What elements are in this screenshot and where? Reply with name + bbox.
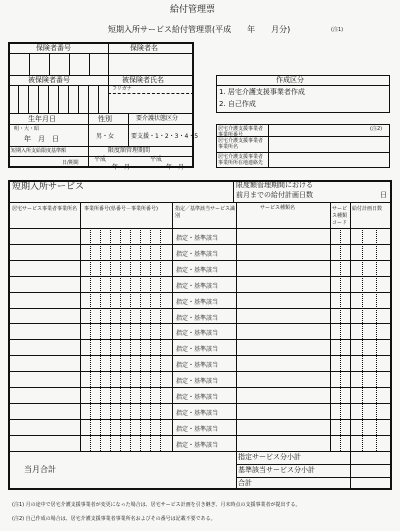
period-to: 年 月 <box>166 164 185 171</box>
row-divider <box>8 419 392 420</box>
office-addr-label: 居宅介護支援事業者事業所所在地連絡先 <box>218 154 264 166</box>
row-divider <box>8 403 392 404</box>
col-plan-days: 給付計画日数 <box>352 206 383 212</box>
care-level-options: 要支援・1・2・3・4・5 <box>131 133 199 140</box>
days-label-2: 前月までの給付計画日数 <box>236 191 313 199</box>
row-kind-label: 指定・基準該当 <box>176 330 219 337</box>
col-service-kind: 指定／基準該当サービス識別 <box>175 206 236 219</box>
row-divider <box>8 244 392 245</box>
service-heading: 短期入所サービス <box>12 182 85 192</box>
period-heisei-to: 平成 <box>150 156 163 163</box>
row-kind-label: 指定・基準該当 <box>176 394 219 401</box>
month-total-label: 当月合計 <box>24 465 56 474</box>
row-divider <box>8 308 392 309</box>
insurer-name-label: 保険者名 <box>130 44 158 52</box>
row-kind-label: 指定・基準該当 <box>176 442 219 449</box>
days-unit: 日 <box>380 191 387 199</box>
row-divider <box>8 292 392 293</box>
row-kind-label: 指定・基準該当 <box>176 346 219 353</box>
row-divider <box>8 371 392 372</box>
row-kind-label: 指定・基準該当 <box>176 426 219 433</box>
row-kind-label: 指定・基準該当 <box>176 299 219 306</box>
creator-opt1: 1. 居宅介護支援事業者作成 <box>219 88 305 96</box>
birth-label: 生年月日 <box>28 115 56 123</box>
row-kind-label: 指定・基準該当 <box>176 410 219 417</box>
row-divider <box>8 339 392 340</box>
care-level-label: 要介護状態区分 <box>136 115 179 122</box>
row-divider <box>8 276 392 277</box>
office-name-label: 居宅介護支援事業者事業所名 <box>218 138 264 150</box>
row-divider <box>8 387 392 388</box>
period-label: 限度額管理期間 <box>108 147 151 154</box>
row-kind-label: 指定・基準該当 <box>176 267 219 274</box>
insured-name-label: 被保険者氏名 <box>122 76 164 84</box>
birth-date: 年 月 日 <box>24 135 59 143</box>
doc-subtitle: 短期入所サービス給付管理票(平成 年 月分) <box>108 25 291 34</box>
creator-opt2: 2. 自己作成 <box>219 100 256 108</box>
col-office-no: 事業所番号(県番号－事業所番号) <box>84 206 158 212</box>
col-service-code: サービス種類コード <box>332 206 348 226</box>
insured-no-label: 被保険者番号 <box>28 76 70 84</box>
note-1: (注1) 月の途中で居宅介護支援事業者が変更になった場合は、居宅サービス計画を引き継ぎ、月末時点の支援事業者が提出する。 <box>12 502 301 508</box>
office-no-label: 居宅介護支援事業者事業所番号 <box>218 126 264 138</box>
total-label: 合計 <box>238 479 252 487</box>
furigana-label: フリガナ <box>112 86 132 92</box>
period-from: 年 月～ <box>112 164 137 171</box>
row-kind-label: 指定・基準該当 <box>176 235 219 242</box>
row-divider <box>8 323 392 324</box>
subtotal-standard: 基準該当サービス分小計 <box>238 466 315 474</box>
limit-unit: 日/期間 <box>62 160 79 166</box>
row-kind-label: 指定・基準該当 <box>176 283 219 290</box>
row-kind-label: 指定・基準該当 <box>176 362 219 369</box>
limit-label: 短期入所支給限度基準額 <box>11 148 67 154</box>
subtitle-note: (注1) <box>331 27 344 33</box>
subtotal-designated: 指定サービス分小計 <box>238 453 301 461</box>
period-heisei-from: 平成 <box>94 156 107 163</box>
creator-title: 作成区分 <box>276 76 304 84</box>
note-2: (注2) 自己作成の場合は、居宅介護支援事業者事業所名およびその番号は記載不要である。 <box>12 516 216 522</box>
row-divider <box>8 355 392 356</box>
days-label-1: 限度額管理期間における <box>236 181 313 189</box>
col-office-name: 居宅サービス事業者事業所名 <box>12 206 78 212</box>
doc-title: 給付管理票 <box>170 5 216 15</box>
note2: (注2) <box>370 126 383 132</box>
row-kind-label: 指定・基準該当 <box>176 378 219 385</box>
col-service-name: サービス種類名 <box>260 205 296 211</box>
row-kind-label: 指定・基準該当 <box>176 251 219 258</box>
row-divider <box>8 435 392 436</box>
row-divider <box>8 260 392 261</box>
sex-label: 性別 <box>98 115 112 123</box>
sex-options: 男・女 <box>96 133 115 140</box>
era-label: 明・大・昭 <box>14 126 40 132</box>
row-kind-label: 指定・基準該当 <box>176 315 219 322</box>
insurer-no-label: 保険者番号 <box>36 44 71 52</box>
